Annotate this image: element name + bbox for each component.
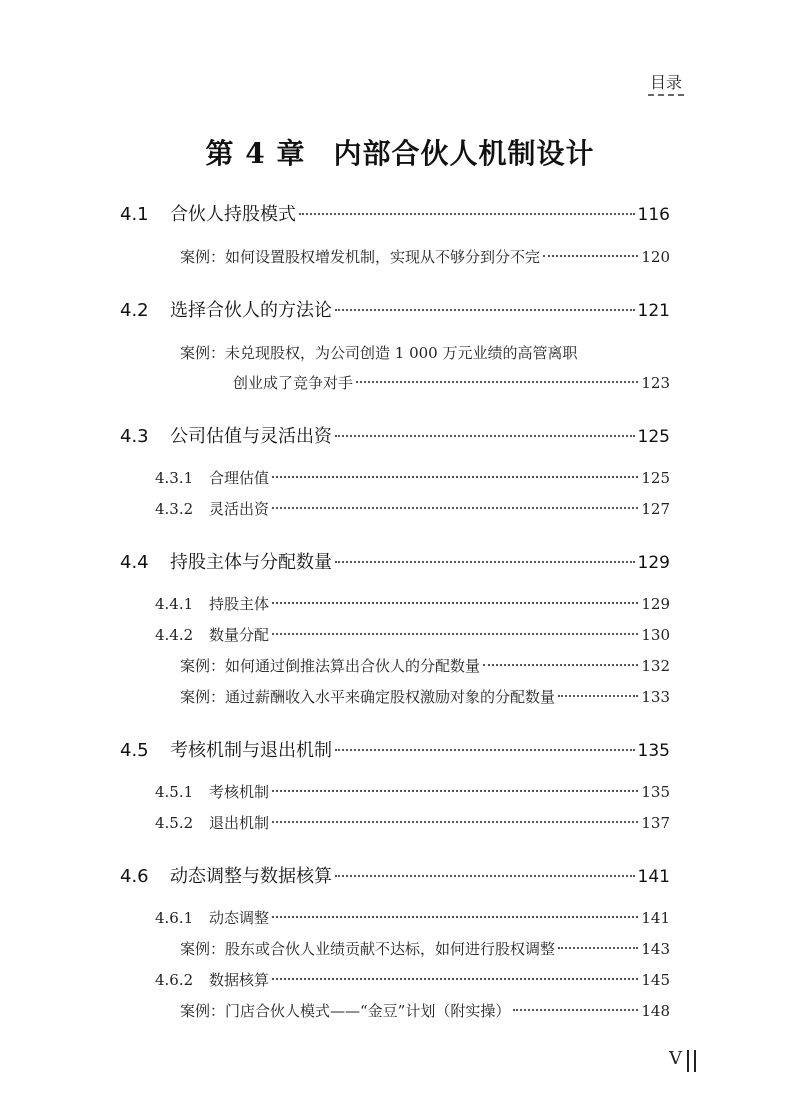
page-folio: V bbox=[669, 1048, 682, 1069]
toc-section-4-5[interactable] bbox=[120, 736, 670, 762]
section-title: 考核机制与退出机制 bbox=[170, 740, 332, 761]
page-number: 121 bbox=[637, 301, 670, 321]
chapter-number: 第 4 章 bbox=[205, 137, 306, 170]
dot-leader bbox=[272, 916, 638, 918]
dot-leader bbox=[272, 978, 638, 980]
page-number: 135 bbox=[637, 741, 670, 761]
page-number: 116 bbox=[637, 205, 670, 225]
dot-leader bbox=[558, 695, 638, 697]
page-number: 145 bbox=[641, 971, 670, 989]
dot-leader bbox=[335, 875, 635, 877]
subsection-number: 4.3.2 bbox=[155, 500, 194, 518]
toc-subsection-4-6-2[interactable] bbox=[155, 969, 670, 990]
section-number: 4.4 bbox=[120, 552, 149, 573]
toc-section-4-2[interactable] bbox=[120, 296, 670, 322]
section-number: 4.3 bbox=[120, 426, 149, 447]
page-number: 123 bbox=[641, 374, 670, 392]
page-number: 135 bbox=[641, 783, 670, 801]
subsection-title: 持股主体 bbox=[209, 595, 270, 613]
page-number: 143 bbox=[641, 940, 670, 958]
page-number: 141 bbox=[637, 867, 670, 887]
section-title: 公司估值与灵活出资 bbox=[170, 426, 332, 447]
toc-case[interactable] bbox=[180, 938, 670, 959]
header-dashed-rule bbox=[648, 94, 684, 96]
dot-leader bbox=[272, 476, 638, 478]
dot-leader bbox=[543, 255, 638, 257]
subsection-title: 合理估值 bbox=[209, 469, 270, 487]
dot-leader bbox=[513, 1009, 638, 1011]
dot-leader bbox=[272, 790, 638, 792]
section-title: 选择合伙人的方法论 bbox=[170, 300, 332, 321]
page-number: 148 bbox=[641, 1002, 670, 1020]
section-number: 4.5 bbox=[120, 740, 149, 761]
case-label: 案例： bbox=[180, 940, 226, 958]
toc-section-4-6[interactable] bbox=[120, 862, 670, 888]
page-number: 125 bbox=[637, 427, 670, 447]
toc-subsection-4-5-1[interactable] bbox=[155, 781, 670, 802]
page-number: 137 bbox=[641, 814, 670, 832]
chapter-name: 内部合伙人机制设计 bbox=[333, 137, 595, 170]
section-title: 持股主体与分配数量 bbox=[170, 552, 332, 573]
folio-bar-mark bbox=[687, 1050, 696, 1072]
case-label: 案例： bbox=[180, 344, 226, 362]
toc-case-line2[interactable] bbox=[233, 372, 670, 393]
subsection-number: 4.5.1 bbox=[155, 783, 194, 801]
toc-subsection-4-3-2[interactable] bbox=[155, 498, 670, 519]
dot-leader bbox=[272, 602, 638, 604]
subsection-title: 数据核算 bbox=[209, 971, 270, 989]
dot-leader bbox=[335, 435, 635, 437]
toc-section-4-3[interactable] bbox=[120, 422, 670, 448]
page-number: 120 bbox=[641, 248, 670, 266]
toc-case[interactable] bbox=[180, 686, 670, 707]
case-title: 通过薪酬收入水平来确定股权激励对象的分配数量 bbox=[225, 688, 556, 706]
dot-leader bbox=[335, 309, 635, 311]
case-title: 如何设置股权增发机制，实现从不够分到分不完 bbox=[225, 248, 541, 266]
case-label: 案例： bbox=[180, 657, 226, 675]
page-number: 129 bbox=[637, 553, 670, 573]
subsection-number: 4.6.2 bbox=[155, 971, 194, 989]
subsection-number: 4.4.2 bbox=[155, 626, 194, 644]
dot-leader bbox=[356, 381, 638, 383]
case-title-continued: 创业成了竞争对手 bbox=[233, 374, 354, 392]
subsection-number: 4.6.1 bbox=[155, 909, 194, 927]
toc-case[interactable] bbox=[180, 246, 670, 267]
dot-leader bbox=[299, 213, 635, 215]
page-number: 129 bbox=[641, 595, 670, 613]
toc-subsection-4-5-2[interactable] bbox=[155, 812, 670, 833]
subsection-title: 动态调整 bbox=[209, 909, 270, 927]
page-number: 133 bbox=[641, 688, 670, 706]
chapter-title bbox=[0, 132, 800, 172]
section-title: 合伙人持股模式 bbox=[170, 204, 296, 225]
toc-subsection-4-3-1[interactable] bbox=[155, 467, 670, 488]
dot-leader bbox=[272, 821, 638, 823]
section-title: 动态调整与数据核算 bbox=[170, 866, 332, 887]
dot-leader bbox=[272, 507, 638, 509]
toc-case[interactable] bbox=[180, 1000, 670, 1021]
toc-case-line1[interactable] bbox=[180, 342, 578, 363]
toc-subsection-4-6-1[interactable] bbox=[155, 907, 670, 928]
running-header: 目录 bbox=[649, 73, 682, 92]
section-number: 4.2 bbox=[120, 300, 149, 321]
case-label: 案例： bbox=[180, 688, 226, 706]
subsection-number: 4.5.2 bbox=[155, 814, 194, 832]
case-title: 门店合伙人模式——“金豆”计划（附实操） bbox=[225, 1002, 511, 1020]
subsection-title: 退出机制 bbox=[209, 814, 270, 832]
dot-leader bbox=[335, 561, 635, 563]
dot-leader bbox=[483, 664, 638, 666]
page-number: 130 bbox=[641, 626, 670, 644]
section-number: 4.1 bbox=[120, 204, 149, 225]
page-number: 125 bbox=[641, 469, 670, 487]
case-title: 未兑现股权，为公司创造 1 000 万元业绩的高管离职 bbox=[225, 344, 578, 362]
case-title: 如何通过倒推法算出合伙人的分配数量 bbox=[225, 657, 481, 675]
toc-subsection-4-4-2[interactable] bbox=[155, 624, 670, 645]
toc-section-4-1[interactable] bbox=[120, 200, 670, 226]
subsection-number: 4.4.1 bbox=[155, 595, 194, 613]
case-label: 案例： bbox=[180, 1002, 226, 1020]
toc-subsection-4-4-1[interactable] bbox=[155, 593, 670, 614]
dot-leader bbox=[558, 947, 638, 949]
case-title: 股东或合伙人业绩贡献不达标，如何进行股权调整 bbox=[225, 940, 556, 958]
case-label: 案例： bbox=[180, 248, 226, 266]
section-number: 4.6 bbox=[120, 866, 149, 887]
subsection-title: 数量分配 bbox=[209, 626, 270, 644]
subsection-number: 4.3.1 bbox=[155, 469, 194, 487]
toc-case[interactable] bbox=[180, 655, 670, 676]
subsection-title: 考核机制 bbox=[209, 783, 270, 801]
subsection-title: 灵活出资 bbox=[209, 500, 270, 518]
page-number: 141 bbox=[641, 909, 670, 927]
page-number: 127 bbox=[641, 500, 670, 518]
toc-section-4-4[interactable] bbox=[120, 548, 670, 574]
page-number: 132 bbox=[641, 657, 670, 675]
dot-leader bbox=[335, 749, 635, 751]
dot-leader bbox=[272, 633, 638, 635]
